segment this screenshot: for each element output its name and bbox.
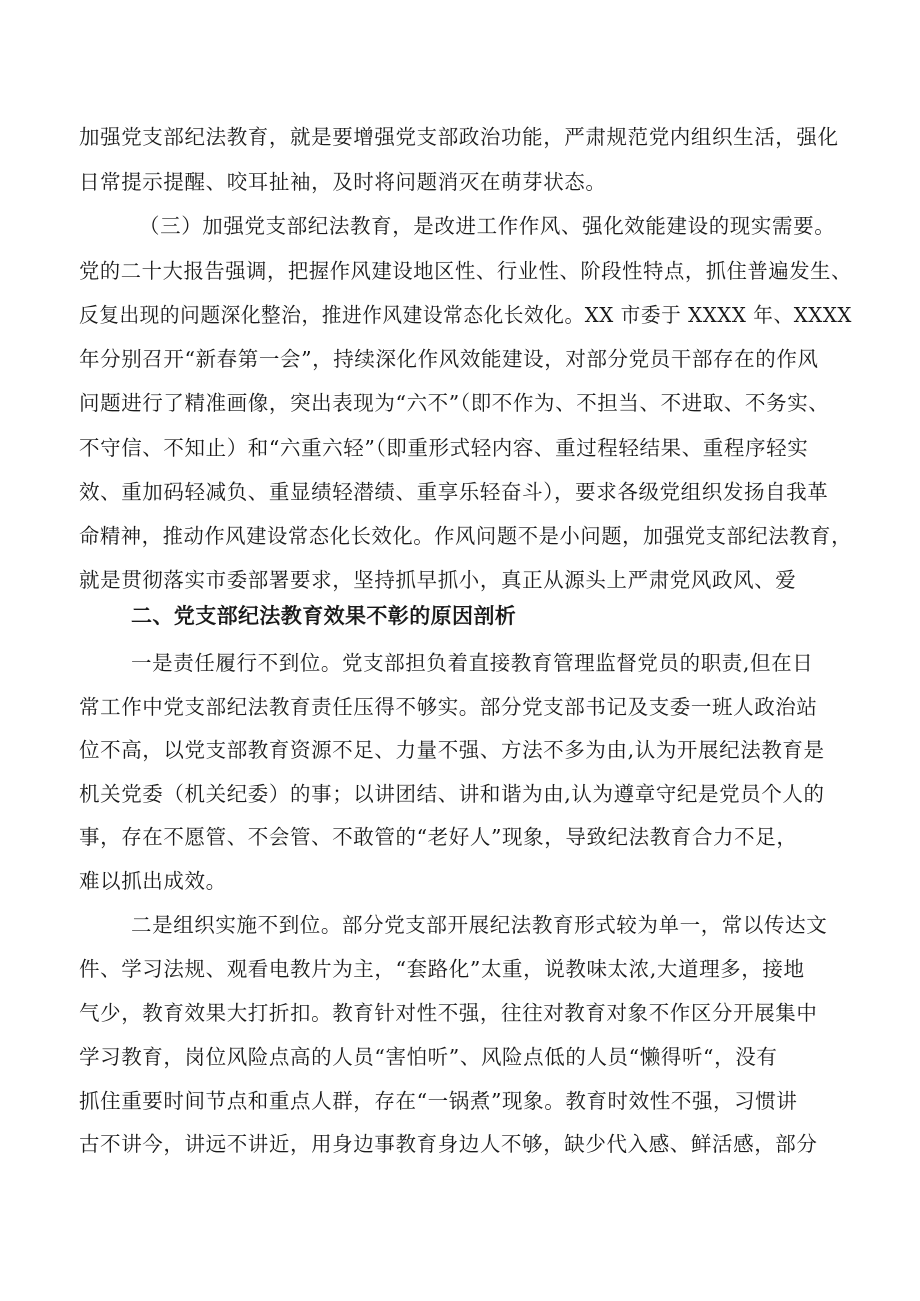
text-line: 命精神，推动作风建设常态化长效化。作风问题不是小问题，加强党支部纪法教育， bbox=[79, 524, 852, 548]
text-line: 抓住重要时间节点和重点人群，存在“一锅煮”现象。教育时效性不强，习惯讲 bbox=[79, 1089, 798, 1113]
text-line: 就是贯彻落实市委部署要求，坚持抓早抓小，真正从源头上严肃党风政风、爱 bbox=[79, 568, 797, 592]
text-line: 效、重加码轻减负、重显绩轻潜绩、重享乐轻奋斗），要求各级党组织发扬自我革 bbox=[79, 480, 829, 504]
text-line: 常工作中党支部纪法教育责任压得不够实。部分党支部书记及支委一班人政治站 bbox=[79, 695, 818, 719]
text-line: 党的二十大报告强调，把握作风建设地区性、行业性、阶段性特点，抓住普遍发生、 bbox=[79, 259, 852, 283]
section-subheading-line: （三）加强党支部纪法教育，是改进工作作风、强化效能建设的现实需要。 bbox=[139, 214, 836, 238]
text-line: 气少，教育效果大打折扣。教育针对性不强，往往对教育对象不作区分开展集中 bbox=[79, 1001, 818, 1025]
text-line: 学习教育，岗位风险点高的人员“害怕听”、风险点低的人员“懒得听“，没有 bbox=[79, 1045, 778, 1069]
text-line: 二是组织实施不到位。部分党支部开展纪法教育形式较为单一，常以传达文 bbox=[131, 913, 828, 937]
text-line: 不守信、不知止）和“六重六轻”（即重形式轻内容、重过程轻结果、重程序轻实 bbox=[79, 436, 809, 460]
text-line: 难以抓出成效。 bbox=[79, 869, 227, 893]
text-line: 事，存在不愿管、不会管、不敢管的“老好人”现象，导致纪法教育合力不足， bbox=[79, 825, 798, 849]
text-line: 问题进行了精准画像，突出表现为“六不”（即不作为、不担当、不进取、不务实、 bbox=[79, 391, 830, 415]
text-line: 年分别召开“新春第一会”，持续深化作风效能建设，对部分党员干部存在的作风 bbox=[79, 347, 819, 371]
text-line: 日常提示提醒、咬耳扯袖，及时将问题消灭在萌芽状态。 bbox=[79, 170, 607, 194]
text-line: 古不讲今，讲远不讲近，用身边事教育身边人不够，缺少代入感、鲜活感，部分 bbox=[79, 1132, 818, 1156]
text-line: 反复出现的问题深化整治，推进作风建设常态化长效化。XX 市委于 XXXX 年、XXXX bbox=[79, 303, 852, 327]
text-line: 位不高，以党支部教育资源不足、力量不强、方法不多为由,认为开展纪法教育是 bbox=[79, 738, 825, 762]
text-line: 加强党支部纪法教育，就是要增强党支部政治功能，严肃规范党内组织生活，强化 bbox=[79, 125, 839, 149]
section-heading: 二、党支部纪法教育效果不彰的原因剖析 bbox=[131, 604, 517, 628]
text-line: 件、学习法规、观看电教片为主，“套路化”太重，说教味太浓,大道理多，接地 bbox=[79, 957, 805, 981]
text-line: 机关党委（机关纪委）的事；以讲团结、讲和谐为由,认为遵章守纪是党员个人的 bbox=[79, 782, 825, 806]
text-line: 一是责任履行不到位。党支部担负着直接教育管理监督党员的职责,但在日 bbox=[131, 651, 814, 675]
